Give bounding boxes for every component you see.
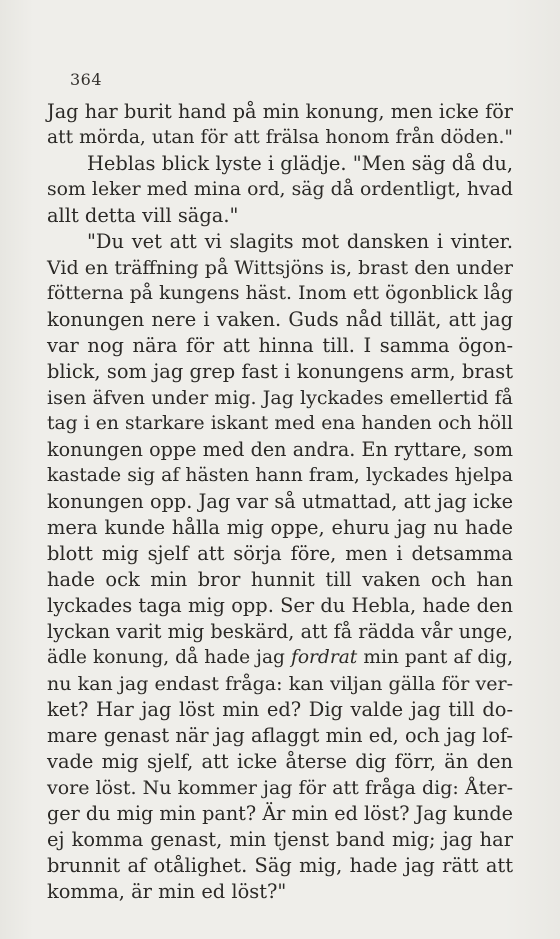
text-line: ger du mig min pant? Är min ed löst? Jag kunde xyxy=(47,802,513,825)
text-line: att mörda, utan för att frälsa honom från döden." xyxy=(47,127,513,148)
text-line: ej komma genast, min tjenst band mig; jag har xyxy=(47,828,513,851)
text-line: lyckades taga mig opp. Ser du Hebla, hade den xyxy=(47,594,513,617)
text-line: hade ock min bror hunnit till vaken och han xyxy=(47,568,513,591)
text-line: kastade sig af hästen hann fram, lyckades hjelpa xyxy=(47,465,513,486)
text-line: "Du vet att vi slagits mot dansken i vinter. xyxy=(87,230,513,253)
text-line: som leker med mina ord, säg då ordentligt, hvad xyxy=(47,179,513,200)
text-line: nu kan jag endast fråga: kan viljan gälla för ver- xyxy=(47,673,513,695)
text-line: vade mig sjelf, att icke återse dig förr, än den xyxy=(47,750,513,773)
text-line: isen äfven under mig. Jag lyckades emellertid få xyxy=(47,387,513,409)
text-line: vore löst. Nu kommer jag för att fråga dig: Åter- xyxy=(47,777,513,799)
text-line: konungen opp. Jag var så utmattad, att jag icke xyxy=(47,490,513,513)
text-line: brunnit af otålighet. Säg mig, hade jag rätt att xyxy=(47,854,513,877)
text-line: Jag har burit hand på min konung, men icke för xyxy=(47,100,513,123)
text-line: konungen oppe med den andra. En ryttare, som xyxy=(47,438,513,461)
text-line: konungen nere i vaken. Guds nåd tillät, att jag xyxy=(47,308,513,331)
text-line: ket? Har jag löst min ed? Dig valde jag till do- xyxy=(47,698,513,721)
text-line: mare genast när jag aflaggt min ed, och jag lof- xyxy=(47,724,513,747)
text-line: tag i en starkare iskant med ena handen och höll xyxy=(47,413,513,434)
text-line: blick, som jag grep fast i konungens arm, brast xyxy=(47,360,513,383)
page-number: 364 xyxy=(70,70,103,89)
text-line: fötterna på kungens häst. Inom ett ögonblick låg xyxy=(47,283,513,304)
text-line: lyckan varit mig beskärd, att få rädda vår unge, xyxy=(47,620,513,643)
italic-word: fordrat xyxy=(290,647,358,668)
text-line: Vid en träffning på Wittsjöns is, brast den under xyxy=(47,257,513,279)
text-line xyxy=(47,645,513,671)
text-line: mera kunde hålla mig oppe, ehuru jag nu hade xyxy=(47,516,513,539)
text-line: Heblas blick lyste i glädje. "Men säg då du, xyxy=(87,152,513,175)
text-segment: ädle konung, då hade jag xyxy=(47,647,291,668)
body-text xyxy=(47,99,513,905)
text-segment: min pant af dig, xyxy=(357,647,514,668)
text-line: blott mig sjelf att sörja före, men i detsamma xyxy=(47,542,513,565)
text-line: var nog nära för att hinna till. I samma ögon- xyxy=(47,334,513,357)
text-line: allt detta vill säga." xyxy=(47,204,239,227)
text-line: komma, är min ed löst?" xyxy=(47,880,287,903)
